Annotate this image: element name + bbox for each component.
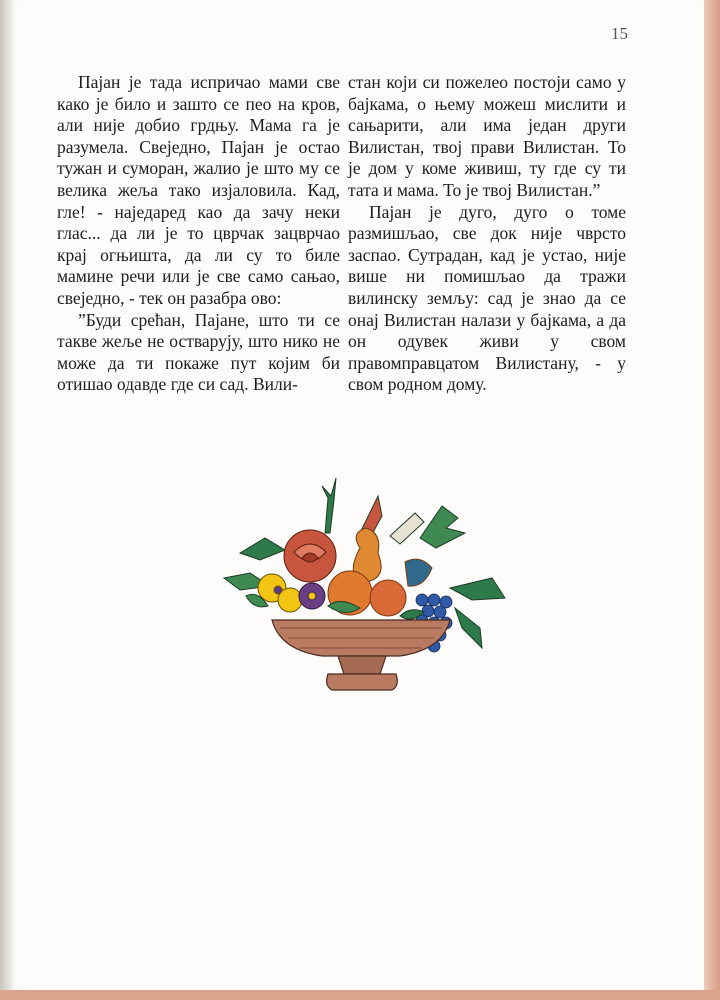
rose-flower: [284, 530, 336, 582]
pansy-purple: [299, 583, 325, 609]
text-column-left: [57, 72, 340, 396]
paragraph: стан који си пожелео постоји само у бајкама, о њему можеш мислити и сањарити, али има један други Вилистан, твој прави Вилистан. То је дом у коме живиш, ту где су ти тата и мама. То је твој Вилистан.”: [348, 72, 626, 200]
page-edge-bottom: [0, 990, 720, 1000]
bowl: [272, 620, 450, 690]
paragraph: ”Буди срећан, Пајане, што ти се такве жеље не остварују, што нико не може да ти покаже пут којим би отишао одавде где си сад. Вили-: [57, 309, 340, 395]
text-column-right: [348, 72, 626, 396]
paragraph: Пајан је дуго, дуго о томе размишљао, све док није чврсто заспао. Сутрадан, кад је устао, није више ни помишљао да тражи вилинску земљу: сад је знао да се онај Вилистан налази у бајкама, а да он одувек живи у свом правомправцатом Вилистану, - у свом родном дому.: [348, 201, 626, 395]
page-number: 15: [611, 24, 628, 43]
fruit-bowl-illustration: [210, 478, 520, 700]
paragraph: Пајан је тада испричао мами све како је било и зашто се пео на кров, али није добио грдњу. Мама га је разумела. Свеједно, Пајан је остао тужан и суморан, жалио је што му се велика жеља тако изјаловила. Кад, гле! - наједаред као да зачу неки глас... да ли је то цврчак зацврчао крај огњишта, да ли су то биле мамине речи или је све само сањао, свеједно, - тек он разабра ово:: [57, 72, 340, 308]
page-edge-right: [704, 0, 720, 1000]
book-spine: [0, 0, 9, 1000]
